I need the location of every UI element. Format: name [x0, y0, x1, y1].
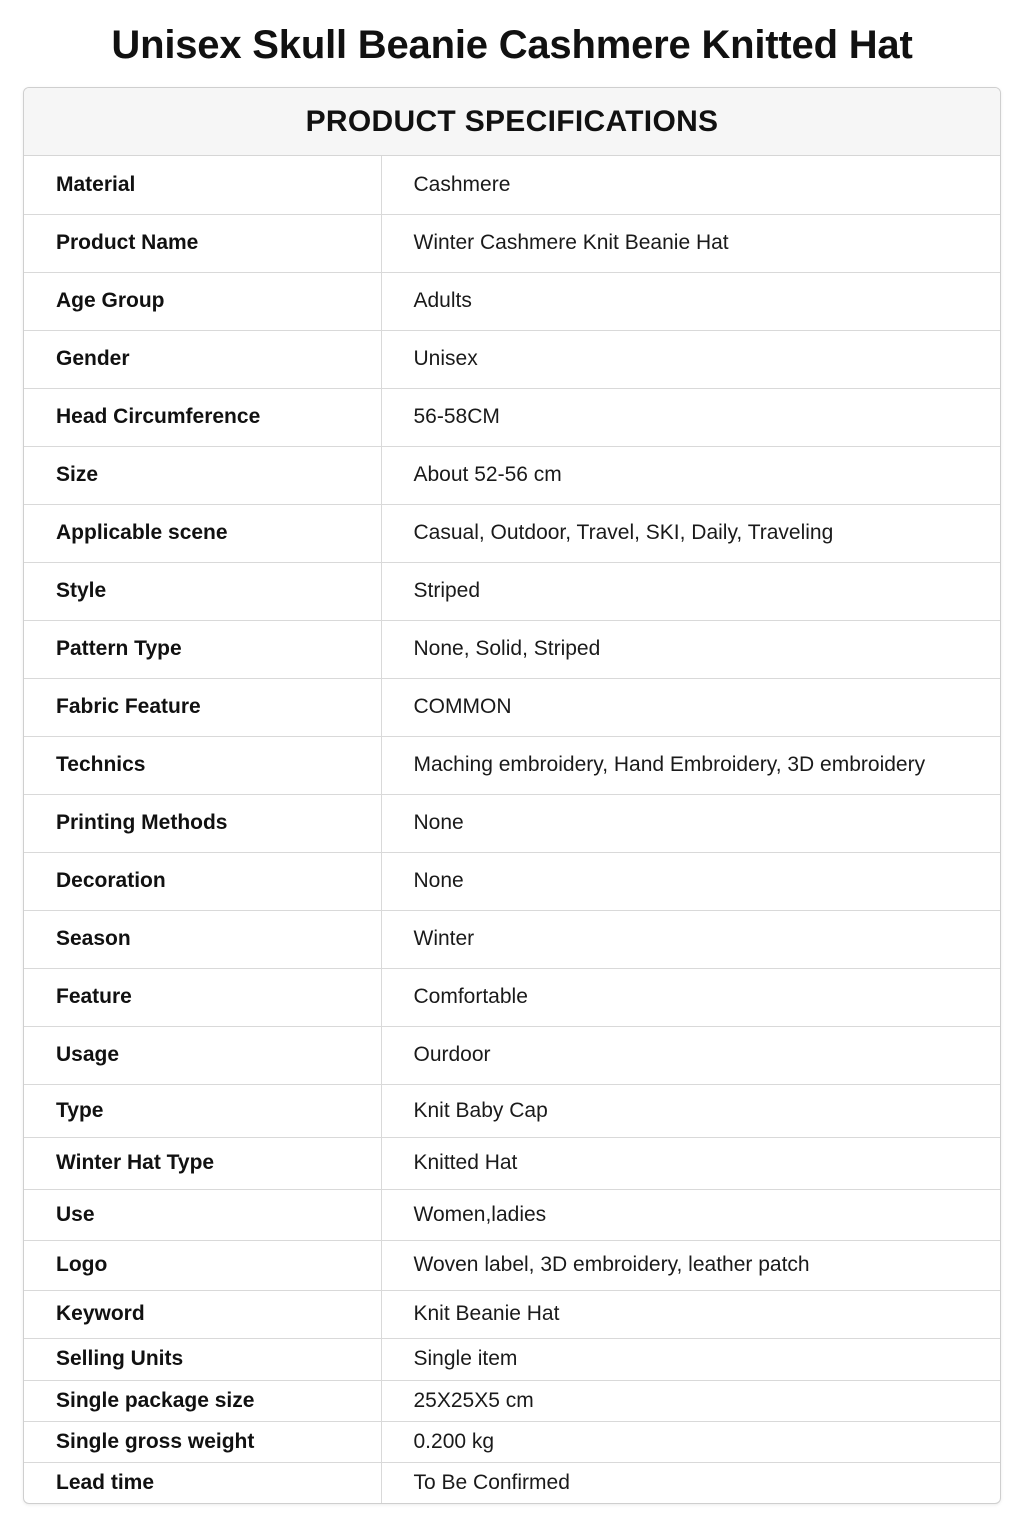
spec-value: About 52-56 cm — [381, 446, 1000, 504]
table-row — [24, 736, 1000, 794]
spec-value: Knitted Hat — [381, 1137, 1000, 1189]
spec-value: Maching embroidery, Hand Embroidery, 3D embroidery — [381, 736, 1000, 794]
table-row — [24, 1462, 1000, 1503]
spec-value: None — [381, 794, 1000, 852]
spec-label: Size — [24, 446, 381, 504]
table-row — [24, 910, 1000, 968]
spec-label: Type — [24, 1084, 381, 1137]
spec-value: Single item — [381, 1338, 1000, 1380]
table-row — [24, 446, 1000, 504]
table-row — [24, 620, 1000, 678]
specifications-header: PRODUCT SPECIFICATIONS — [24, 88, 1000, 156]
spec-value: Winter — [381, 910, 1000, 968]
spec-label: Gender — [24, 330, 381, 388]
spec-value: 0.200 kg — [381, 1421, 1000, 1462]
spec-label: Material — [24, 156, 381, 214]
spec-value: None — [381, 852, 1000, 910]
spec-value: None, Solid, Striped — [381, 620, 1000, 678]
spec-value: To Be Confirmed — [413, 1470, 570, 1494]
spec-label: Selling Units — [24, 1338, 381, 1380]
spec-value: Unisex — [381, 330, 1000, 388]
spec-label: Use — [24, 1189, 381, 1240]
table-row — [24, 1338, 1000, 1380]
spec-value: Knit Baby Cap — [381, 1084, 1000, 1137]
spec-label: Single gross weight — [24, 1421, 381, 1462]
spec-label: Feature — [24, 968, 381, 1026]
table-row — [24, 1189, 1000, 1240]
spec-value: Cashmere — [381, 156, 1000, 214]
spec-label: Usage — [24, 1026, 381, 1084]
table-row — [24, 1137, 1000, 1189]
spec-label: Printing Methods — [24, 794, 381, 852]
spec-value: 25X25X5 cm — [381, 1380, 1000, 1421]
spec-label: Product Name — [24, 214, 381, 272]
spec-label: Season — [24, 910, 381, 968]
table-row — [24, 272, 1000, 330]
table-row — [24, 330, 1000, 388]
table-row — [24, 1380, 1000, 1421]
spec-value: Casual, Outdoor, Travel, SKI, Daily, Traveling — [381, 504, 1000, 562]
table-row — [24, 1026, 1000, 1084]
spec-value: Adults — [381, 272, 1000, 330]
spec-label: Technics — [24, 736, 381, 794]
spec-label: Winter Hat Type — [24, 1137, 381, 1189]
spec-label: Fabric Feature — [24, 678, 381, 736]
spec-value: Knit Beanie Hat — [381, 1290, 1000, 1338]
table-row — [24, 562, 1000, 620]
spec-value: Striped — [381, 562, 1000, 620]
spec-label: Logo — [24, 1240, 381, 1290]
spec-label: Head Circumference — [24, 388, 381, 446]
table-row — [24, 504, 1000, 562]
table-row — [24, 1290, 1000, 1338]
spec-label: Applicable scene — [24, 504, 381, 562]
table-row — [24, 1240, 1000, 1290]
table-row — [24, 1084, 1000, 1137]
spec-value: 56-58CM — [381, 388, 1000, 446]
spec-label: Decoration — [24, 852, 381, 910]
spec-label: Pattern Type — [24, 620, 381, 678]
spec-value: Winter Cashmere Knit Beanie Hat — [381, 214, 1000, 272]
spec-label: Age Group — [24, 272, 381, 330]
spec-label: Keyword — [24, 1290, 381, 1338]
spec-value: Comfortable — [381, 968, 1000, 1026]
table-row — [24, 156, 1000, 214]
specifications-table — [24, 156, 1000, 1503]
spec-label: Lead time — [24, 1462, 381, 1503]
table-row — [24, 794, 1000, 852]
page-title: Unisex Skull Beanie Cashmere Knitted Hat — [111, 23, 913, 67]
spec-label: Style — [24, 562, 381, 620]
specifications-card — [23, 87, 1001, 1504]
spec-value: Ourdoor — [381, 1026, 1000, 1084]
table-row — [24, 214, 1000, 272]
spec-value: COMMON — [381, 678, 1000, 736]
spec-value: Woven label, 3D embroidery, leather patch — [381, 1240, 1000, 1290]
table-row — [24, 1421, 1000, 1462]
spec-value: Women,ladies — [381, 1189, 1000, 1240]
table-row — [24, 852, 1000, 910]
table-row — [24, 388, 1000, 446]
table-row — [24, 678, 1000, 736]
table-row — [24, 968, 1000, 1026]
spec-label: Single package size — [24, 1380, 381, 1421]
